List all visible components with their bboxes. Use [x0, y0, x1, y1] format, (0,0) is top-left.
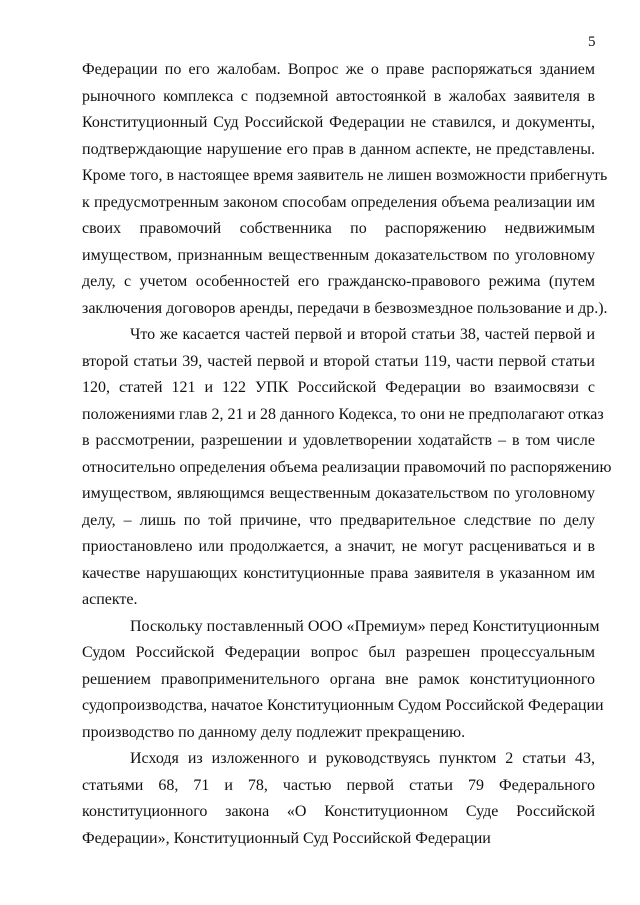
text-line: делу, – лишь по той причине, что предварительное следствие по делу — [82, 511, 595, 529]
text-line: решением правоприменительного органа вне рамок конституционного — [82, 670, 595, 688]
text-line: Исходя из изложенного и руководствуясь пунктом 2 статьи 43, — [130, 750, 595, 767]
paragraph — [82, 614, 604, 747]
text-line: Что же касается частей первой и второй статьи 38, частей первой и — [130, 326, 595, 343]
text-line: качестве нарушающих конституционные права заявителя в указанном им — [82, 564, 595, 582]
paragraph — [82, 322, 612, 614]
text-line: к предусмотренным законом способам определения объема реализации им — [82, 193, 595, 211]
text-line: подтверждающие нарушение его прав в данном аспекте, не представлены. — [82, 140, 595, 158]
text-line: производство по данному делу подлежит прекращению. — [82, 723, 466, 741]
text-line: 120, статей 121 и 122 УПК Российской Федерации во взаимосвязи с — [82, 379, 595, 396]
text-line: Кроме того, в настоящее время заявитель не лишен возможности прибегнуть — [82, 167, 608, 184]
text-line: Федерации по его жалобам. Вопрос же о праве распоряжаться зданием — [82, 61, 595, 78]
text-line: в рассмотрении, разрешении и удовлетворении ходатайств – в том числе — [82, 432, 595, 449]
document-body — [82, 57, 612, 852]
text-line: заключения договоров аренды, передачи в безвозмездное пользование и др.). — [82, 299, 608, 317]
text-line: судопроизводства, начатое Конституционным Судом Российской Федерации — [82, 697, 604, 714]
text-line: конституционного закона «О Конституционном Суде Российской — [82, 803, 595, 820]
paragraph — [82, 746, 595, 852]
text-line: аспекте. — [82, 591, 138, 608]
text-line: Судом Российской Федерации вопрос был разрешен процессуальным — [82, 644, 595, 661]
text-line: имуществом, являющимся вещественным доказательством по уголовному — [82, 485, 595, 502]
text-line: Конституционный Суд Российской Федерации не ставился, и документы, — [82, 114, 595, 131]
paragraph — [82, 57, 608, 322]
page-number: 5 — [588, 34, 596, 50]
text-line: имуществом, признанным вещественным доказательством по уголовному — [82, 246, 595, 264]
text-line: Поскольку поставленный ООО «Премиум» перед Конституционным — [130, 617, 600, 635]
text-line: относительно определения объема реализации правомочий по распоряжению — [82, 458, 612, 476]
text-line: рыночного комплекса с подземной автостоянкой в жалобах заявителя в — [82, 87, 595, 105]
text-line: положениями глав 2, 21 и 28 данного Кодекса, то они не предполагают отказ — [82, 405, 604, 423]
text-line: своих правомочий собственника по распоряжению недвижимым — [82, 220, 595, 237]
text-line: делу, с учетом особенностей его гражданско-правового режима (путем — [82, 273, 595, 290]
text-line: приостановлено или продолжается, а значит, не могут расцениваться и в — [82, 538, 595, 555]
text-line: второй статьи 39, частей первой и второй статьи 119, части первой статьи — [82, 352, 595, 370]
text-line: статьями 68, 71 и 78, частью первой статьи 79 Федерального — [82, 776, 595, 794]
text-line: Федерации», Конституционный Суд Российской Федерации — [82, 829, 491, 847]
